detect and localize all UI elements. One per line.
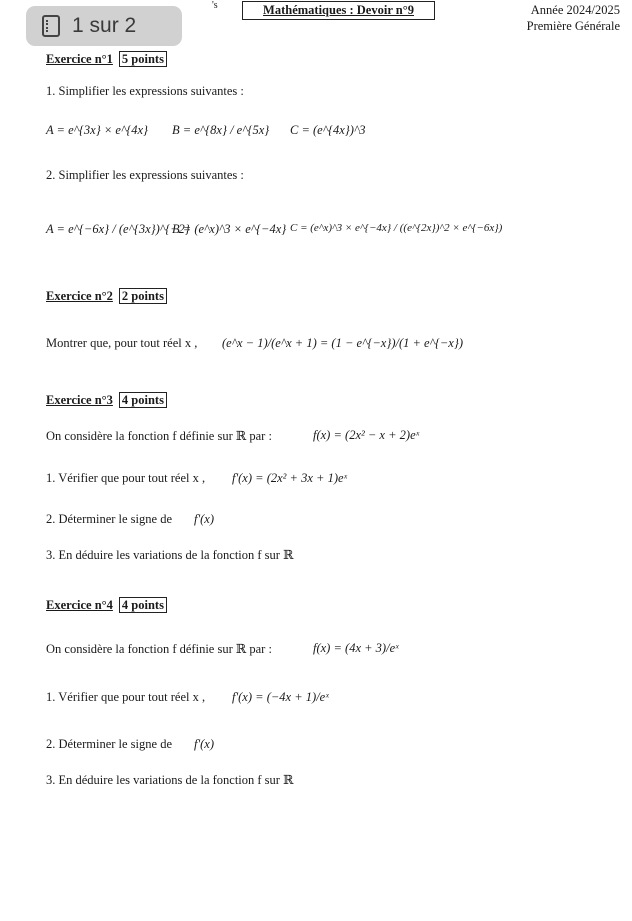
ex3-q2-formula: f'(x) xyxy=(194,512,215,526)
ex1-q2-a: A = e^{−6x} / (e^{3x})^{−2} xyxy=(46,222,190,236)
exercise-2-title xyxy=(46,289,167,304)
exercise-3-title xyxy=(46,393,167,408)
ex3-q2: 2. Déterminer le signe de xyxy=(46,512,172,526)
page-indicator-label: 1 sur 2 xyxy=(72,14,137,37)
ex3-intro: On considère la fonction f définie sur ℝ par : xyxy=(46,429,272,443)
header-right xyxy=(527,2,620,34)
exercise-2-points: 2 points xyxy=(119,288,167,304)
ex1-q1-c: C = (e^{4x})^3 xyxy=(290,123,366,137)
ex1-q2-b: B = (e^x)^3 × e^{−4x} xyxy=(172,222,287,236)
ex3-intro-formula: f(x) = (2x² − x + 2)eˣ xyxy=(313,428,420,442)
ex2-text: Montrer que, pour tout réel x , xyxy=(46,336,198,350)
ex4-q2: 2. Déterminer le signe de xyxy=(46,737,172,751)
exercise-1-title xyxy=(46,52,167,67)
ex4-q2-formula: f'(x) xyxy=(194,737,215,751)
school-year: Année 2024/2025 xyxy=(530,3,620,17)
exercise-2-name: Exercice n°2 xyxy=(46,289,113,303)
ex1-q2-c: C = (e^x)^3 × e^{−4x} / ((e^{2x})^2 × e^{−6x}) xyxy=(290,222,503,234)
ex4-q1: 1. Vérifier que pour tout réel x , xyxy=(46,690,206,704)
ex4-q1-formula: f'(x) = (−4x + 1)/eˣ xyxy=(232,690,329,704)
ex3-q1: 1. Vérifier que pour tout réel x , xyxy=(46,471,206,485)
ex2-formula: (e^x − 1)/(e^x + 1) = (1 − e^{−x})/(1 + e^{−x}) xyxy=(222,336,464,350)
ex1-q1-a: A = e^{3x} × e^{4x} xyxy=(46,123,149,137)
ex1-q1-text: 1. Simplifier les expressions suivantes : xyxy=(46,84,244,98)
exercise-1-name: Exercice n°1 xyxy=(46,52,113,66)
exercise-4-points: 4 points xyxy=(119,597,167,613)
sidebar-toggle-icon[interactable] xyxy=(42,15,60,37)
ex4-intro: On considère la fonction f définie sur ℝ par : xyxy=(46,642,272,656)
exercise-4-title xyxy=(46,598,167,613)
ex3-q3: 3. En déduire les variations de la fonction f sur ℝ xyxy=(46,548,294,562)
page-indicator[interactable] xyxy=(26,6,182,46)
ex4-intro-formula: f(x) = (4x + 3)/eˣ xyxy=(313,641,399,655)
ex3-q1-formula: f'(x) = (2x² + 3x + 1)eˣ xyxy=(232,471,348,485)
exercise-3-points: 4 points xyxy=(119,392,167,408)
stray-text: 's xyxy=(212,0,218,11)
exercise-4-name: Exercice n°4 xyxy=(46,598,113,612)
exercise-1-points: 5 points xyxy=(119,51,167,67)
ex1-q2-text: 2. Simplifier les expressions suivantes : xyxy=(46,168,244,182)
ex4-q3: 3. En déduire les variations de la fonction f sur ℝ xyxy=(46,773,294,787)
document-title: Mathématiques : Devoir n°9 xyxy=(242,1,435,20)
exercise-3-name: Exercice n°3 xyxy=(46,393,113,407)
ex1-q1-b: B = e^{8x} / e^{5x} xyxy=(172,123,270,137)
class-level: Première Générale xyxy=(526,19,620,33)
